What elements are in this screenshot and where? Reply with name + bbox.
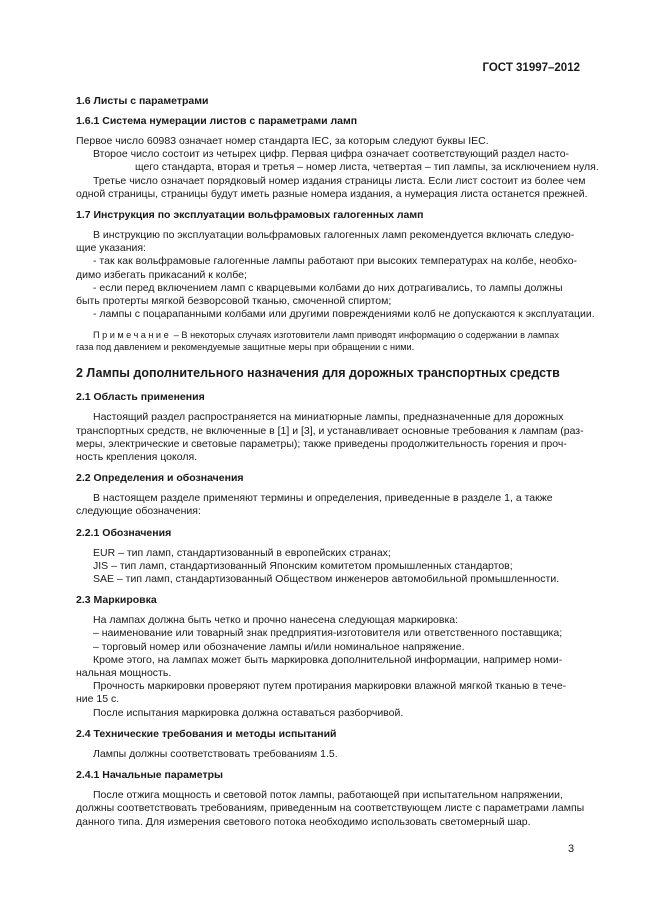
paragraph-line: щие указания: [76, 242, 146, 255]
list-item: JIS – тип ламп, стандартизованный Японским комитетом промышленных стандартов; [93, 559, 513, 572]
heading-2-2: 2.2 Определения и обозначения [76, 472, 244, 485]
section-2-3-body [76, 614, 582, 720]
paragraph-line: После отжига мощность и световой поток лампы, работающей при испытательном напряжении, [93, 789, 563, 802]
paragraph-line: данного типа. Для измерения светового потока необходимо использовать светомерный шар. [76, 815, 531, 828]
section-1-7-body [76, 229, 595, 321]
list-item: быть протерты мягкой безворсовой тканью, смоченной спиртом; [76, 295, 392, 308]
heading-1-6: 1.6 Листы с параметрами [76, 95, 209, 107]
paragraph-line: На лампах должна быть четко и прочно нанесена следующая маркировка: [93, 614, 459, 627]
note-label: Примечание [93, 330, 172, 341]
paragraph-line: В инструкцию по эксплуатации вольфрамовых галогенных ламп рекомендуется включать следую- [93, 229, 575, 242]
paragraph-line: транспортных средств, не включенные в [1] и [3], и устанавливает основные требования к лампам (раз- [76, 424, 584, 437]
paragraph-line: ние 15 с. [76, 693, 120, 706]
heading-2-4-1: 2.4.1 Начальные параметры [76, 769, 223, 782]
heading-2-4: 2.4 Технические требования и методы испытаний [76, 727, 337, 740]
heading-2-1: 2.1 Область применения [76, 391, 205, 404]
paragraph-line: нальная мощность. [76, 667, 172, 680]
list-item: – торговый номер или обозначение лампы и/или номинальное напряжение. [93, 640, 465, 653]
paragraph-line: щего стандарта, вторая и третья – номер листа, четвертая – тип лампы, за исключением нуля. [135, 161, 599, 174]
list-item: димо избегать прикасаний к колбе; [76, 268, 247, 281]
heading-1-7: 1.7 Инструкция по эксплуатации вольфрамовых галогенных ламп [76, 209, 424, 222]
list-item: EUR – тип ламп, стандартизованный в европейских странах; [93, 546, 391, 559]
paragraph-line: Настоящий раздел распространяется на миниатюрные лампы, предназначенные для дорожных [93, 411, 564, 424]
section-2-4-body [76, 748, 582, 761]
section-2-1-body [76, 411, 582, 464]
heading-1-6-1: 1.6.1 Система нумерации листов с параметрами ламп [76, 115, 358, 127]
page-content [76, 95, 599, 837]
page-number: 3 [568, 843, 575, 855]
heading-2-3: 2.3 Маркировка [76, 594, 157, 607]
paragraph-line: ность крепления цоколя. [76, 451, 198, 464]
paragraph-line: Первое число 60983 означает номер стандарта IEC, за которым следуют буквы IEC. [76, 135, 489, 147]
paragraph-line: Третье число означает порядковый номер издания страницы листа. Если лист состоит из более чем [93, 174, 586, 187]
heading-2-2-1: 2.2.1 Обозначения [76, 526, 172, 539]
paragraph-line: должны соответствовать требованиям, приведенным на соответствующем листе с параметрами лампы [76, 802, 585, 815]
paragraph-line: Прочность маркировки проверяют путем протирания маркировки влажной мягкой тканью в тече- [93, 680, 567, 693]
paragraph-line: В настоящем разделе применяют термины и определения, приведенные в разделе 1, а также [93, 492, 553, 505]
list-item: SAE – тип ламп, стандартизованный Обществом инженеров автомобильной промышленности. [93, 573, 560, 586]
list-item: - если перед включением ламп с кварцевыми колбами до них дотрагивались, то лампы должны [93, 281, 563, 294]
section-2-2-1-body [76, 547, 582, 587]
paragraph-line: Лампы должны соответствовать требованиям 1.5. [93, 747, 338, 760]
list-item: - лампы с поцарапанными колбами или другими повреждениями колб не допускаются к эксплуатации. [93, 308, 595, 321]
paragraph-line: Второе число состоит из четырех цифр. Первая цифра означает соответствующий раздел насто- [93, 148, 570, 161]
paragraph-line: одной страницы, страницы будут иметь разные номера издания, а нумерация листа останется прежней. [76, 187, 588, 200]
heading-2: 2 Лампы дополнительного назначения для дорожных транспортных средств [76, 366, 560, 381]
section-2-2-body [76, 492, 582, 518]
list-item: – наименование или товарный знак предприятия-изготовителя или ответственного поставщика; [93, 627, 563, 640]
note-text: – В некоторых случаях изготовители ламп приводят информацию о содержании в лампах [171, 330, 559, 341]
paragraph-line: меры, электрические и световые параметры); также приведены продолжительность горения и проч- [76, 437, 567, 450]
paragraph-line: следующие обозначения: [76, 505, 201, 518]
paragraph-line: После испытания маркировка должна оставаться разборчивой. [93, 706, 404, 719]
note-text: газа под давлением и рекомендуемые защитные меры при обращении с ними. [76, 342, 415, 353]
document-id: ГОСТ 31997–2012 [482, 62, 580, 74]
paragraph-line: Кроме этого, на лампах может быть маркировка дополнительной информации, например номи- [93, 653, 563, 666]
list-item: - так как вольфрамовые галогенные лампы работают при высоких температурах на колбе, необхо- [93, 255, 578, 268]
section-1-6-1-body [76, 135, 599, 201]
note-block [76, 329, 582, 353]
section-2-4-1-body [76, 789, 585, 829]
